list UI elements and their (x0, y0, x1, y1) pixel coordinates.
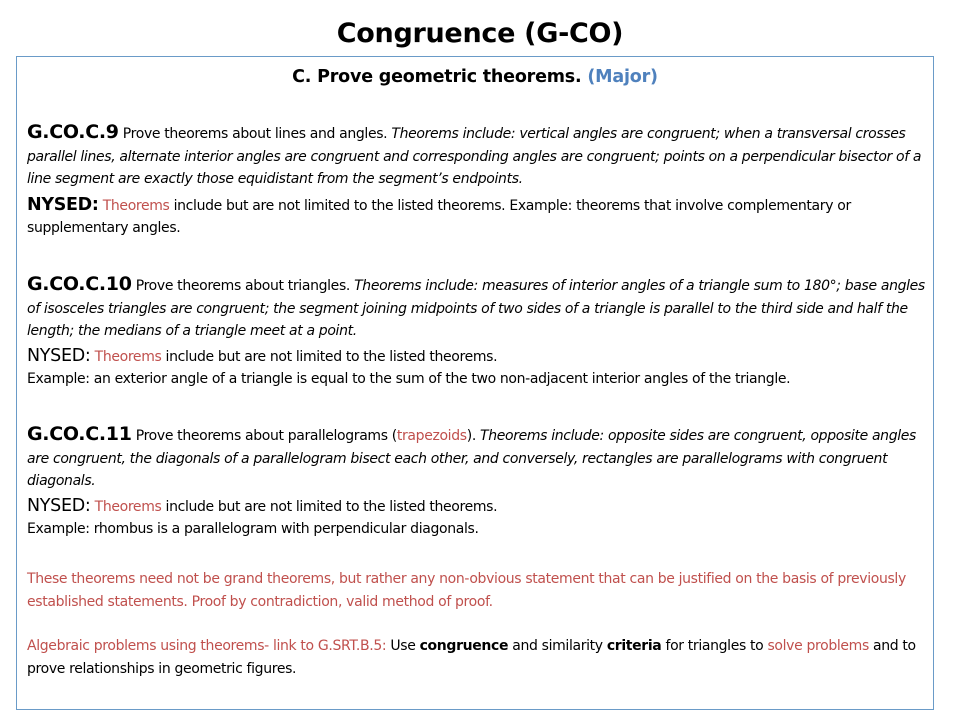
standard-gco-c9 (27, 121, 927, 240)
standard-code: G.CO.C.10 (27, 273, 132, 295)
nysed-label: NYSED: (27, 345, 91, 366)
nysed-note (27, 345, 927, 369)
content-box (16, 56, 934, 710)
link-text-4: and to prove relationships in geometric figures. (27, 638, 916, 677)
nysed-theorems-word: Theorems (98, 197, 170, 214)
standard-description (27, 423, 927, 493)
link-solve-problems: solve problems (767, 638, 869, 654)
nysed-theorems-word: Theorems (90, 348, 162, 365)
trapezoids-word: trapezoids (396, 428, 467, 444)
link-congruence: congruence (419, 638, 509, 654)
standard-theorems: Theorems include: vertical angles are congruent; when a transversal crosses parallel lines, alternate interior angles are congruent and corresponding angles are congruent; points on a perpendicular bisector of a line segment are exactly those equidistant from the segment’s endpoints. (27, 126, 922, 187)
standard-theorems: Theorems include: measures of interior angles of a triangle sum to 180°; base angles of isosceles triangles are congruent; the segment joining midpoints of two sides of a triangle is parallel to the third side and half the length; the medians of a triangle meet at a point. (27, 278, 925, 339)
nysed-text: include but are not limited to the listed theorems. (161, 498, 498, 515)
cluster-label: C. Prove geometric theorems. (292, 67, 582, 87)
standard-lead: Prove theorems about parallelograms ( (131, 428, 397, 444)
link-criteria: criteria (606, 638, 662, 654)
cluster-heading (17, 67, 933, 87)
link-text-2: and similarity (508, 638, 607, 654)
standard-lead: Prove theorems about lines and angles. (118, 126, 392, 142)
standard-description (27, 121, 927, 191)
proof-note: These theorems need not be grand theorems, but rather any non-obvious statement that can be justified on the basis of previously established statements. Proof by contradiction, valid method of proof. (27, 571, 906, 610)
nysed-note (27, 194, 927, 240)
standard-description (27, 273, 927, 343)
link-text-3: for triangles to (661, 638, 768, 654)
link-intro: Algebraic problems using theorems- link to G.SRT.B.5: (27, 638, 387, 654)
standard-gco-c10 (27, 273, 927, 391)
nysed-text: include but are not limited to the listed theorems. Example: theorems that involve complementary or supplementary angles. (27, 197, 851, 236)
standard-lead: Prove theorems about triangles. (131, 278, 355, 294)
standard-theorems: Theorems include: opposite sides are congruent, opposite angles are congruent, the diagonals of a parallelogram bisect each other, and conversely, rectangles are parallelograms with congruent diagonals. (27, 428, 916, 489)
standard-gco-c11 (27, 423, 927, 541)
cluster-tag: (Major) (587, 67, 658, 87)
nysed-example: Example: rhombus is a parallelogram with perpendicular diagonals. (27, 521, 479, 537)
link-note (27, 635, 927, 680)
nysed-theorems-word: Theorems (90, 498, 162, 515)
link-text-1: Use (386, 638, 420, 654)
standard-code: G.CO.C.11 (27, 423, 132, 445)
nysed-text: include but are not limited to the listed theorems. (161, 348, 498, 365)
nysed-label: NYSED: (27, 495, 91, 516)
standard-lead-end: ). (466, 428, 481, 444)
nysed-example: Example: an exterior angle of a triangle is equal to the sum of the two non-adjacent interior angles of the triangle. (27, 371, 791, 387)
nysed-note (27, 495, 927, 519)
page-title: Congruence (G-CO) (336, 18, 624, 49)
standard-code: G.CO.C.9 (27, 121, 119, 143)
nysed-label: NYSED: (27, 194, 99, 215)
